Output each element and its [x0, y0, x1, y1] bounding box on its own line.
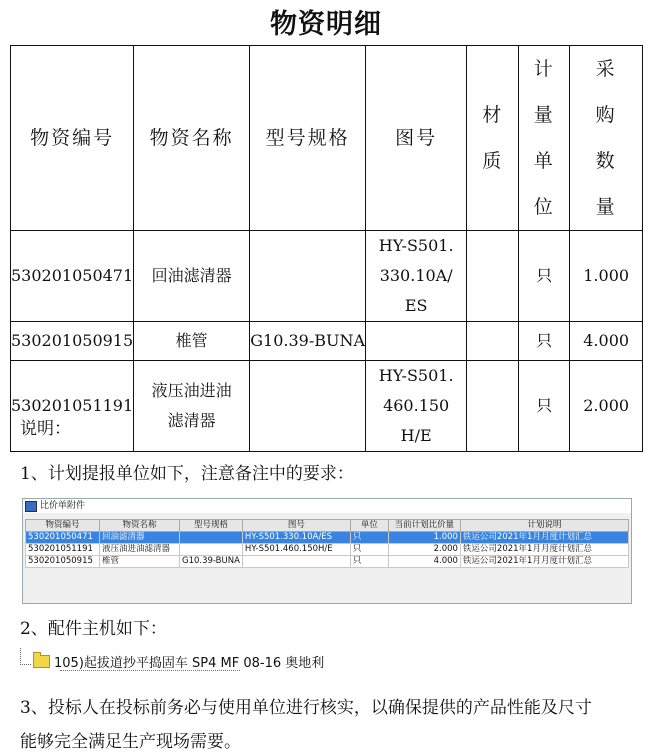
- cell-material: [467, 231, 519, 322]
- attachment-grid: [25, 519, 629, 568]
- grid-cell-code[interactable]: 530201050915: [26, 556, 100, 568]
- cell-code: 530201051191: [11, 361, 134, 452]
- grid-cell-qty[interactable]: 4.000: [388, 556, 460, 568]
- header-qty: 采购数量: [595, 58, 617, 218]
- header-name: 物资名称: [134, 46, 250, 231]
- grid-col-name[interactable]: 物资名称: [100, 520, 180, 532]
- cell-material: [467, 322, 519, 361]
- table-header-row: [11, 46, 643, 231]
- grid-col-note[interactable]: 计划说明: [460, 520, 628, 532]
- note-item-3-line-1: 3、投标人在投标前务必与使用单位进行核实，以确保提供的产品性能及尺寸: [20, 698, 592, 718]
- grid-cell-name[interactable]: 液压油进油滤清器: [100, 544, 180, 556]
- grid-row[interactable]: [26, 532, 629, 544]
- cell-unit: 只: [519, 231, 570, 322]
- cell-name: 椎管: [134, 322, 250, 361]
- grid-cell-model[interactable]: G10.39-BUNA: [180, 556, 243, 568]
- header-unit: 计量单位: [533, 58, 555, 218]
- materials-table: [10, 45, 643, 452]
- cell-model: [250, 231, 366, 322]
- grid-cell-unit[interactable]: 只: [350, 532, 388, 544]
- tree-node[interactable]: [20, 652, 324, 671]
- grid-col-unit[interactable]: 单位: [350, 520, 388, 532]
- grid-col-drawing[interactable]: 图号: [242, 520, 350, 532]
- grid-col-qty[interactable]: 当前计划比价量: [388, 520, 460, 532]
- tree-node-label[interactable]: 105)起拔道抄平捣固车 SP4 MF 08-16 奥地利: [54, 656, 325, 671]
- page-title: 物资明细: [270, 9, 382, 40]
- cell-qty: 4.000: [570, 322, 643, 361]
- cell-name: 回油滤清器: [134, 231, 250, 322]
- grid-cell-qty[interactable]: 2.000: [388, 544, 460, 556]
- cell-name: 液压油进油滤清器: [134, 361, 250, 452]
- grid-cell-name[interactable]: 回油滤清器: [100, 532, 180, 544]
- header-material: 材质: [482, 104, 504, 172]
- grid-cell-note[interactable]: 铁运公司2021年1月月度计划汇总: [460, 556, 628, 568]
- cell-qty: 2.000: [570, 361, 643, 452]
- cell-drawing: [366, 322, 467, 361]
- grid-row[interactable]: [26, 544, 629, 556]
- cell-unit: 只: [519, 361, 570, 452]
- grid-cell-model[interactable]: [180, 532, 243, 544]
- grid-cell-drawing[interactable]: HY-S501.330.10A/ES: [242, 532, 350, 544]
- header-code: 物资编号: [11, 46, 134, 231]
- grid-cell-code[interactable]: 530201050471: [26, 532, 100, 544]
- note-item-2: 2、配件主机如下：: [20, 619, 167, 639]
- window-titlebar: [23, 499, 631, 513]
- cell-material: [467, 361, 519, 452]
- cell-drawing: HY-S501.460.150H/E: [366, 361, 467, 452]
- folder-icon: [33, 655, 50, 668]
- window-title: 比价单附件: [40, 501, 86, 511]
- cell-unit: 只: [519, 322, 570, 361]
- grid-col-model[interactable]: 型号规格: [180, 520, 243, 532]
- grid-row[interactable]: [26, 556, 629, 568]
- notes-heading: 说明：: [20, 419, 71, 439]
- grid-header-row: [26, 520, 629, 532]
- attachment-window: [22, 498, 632, 604]
- grid-cell-note[interactable]: 铁运公司2021年1月月度计划汇总: [460, 532, 628, 544]
- grid-cell-code[interactable]: 530201051191: [26, 544, 100, 556]
- grid-cell-qty[interactable]: 1.000: [388, 532, 460, 544]
- grid-cell-note[interactable]: 铁运公司2021年1月月度计划汇总: [460, 544, 628, 556]
- table-row: [11, 322, 643, 361]
- cell-drawing: HY-S501.330.10A/ES: [366, 231, 467, 322]
- table-row: [11, 231, 643, 322]
- grid-cell-drawing[interactable]: HY-S501.460.150H/E: [242, 544, 350, 556]
- cell-model: G10.39-BUNA: [250, 322, 366, 361]
- note-item-3-line-2: 能够完全满足生产现场需要。: [20, 732, 241, 752]
- tree-connector: [20, 648, 31, 665]
- grid-cell-drawing[interactable]: [242, 556, 350, 568]
- cell-qty: 1.000: [570, 231, 643, 322]
- cell-model: [250, 361, 366, 452]
- cell-code: 530201050915: [11, 322, 134, 361]
- header-model: 型号规格: [250, 46, 366, 231]
- grid-cell-name[interactable]: 椎管: [100, 556, 180, 568]
- tree-divider: [60, 670, 240, 674]
- grid-cell-unit[interactable]: 只: [350, 544, 388, 556]
- grid-cell-model[interactable]: [180, 544, 243, 556]
- note-item-1: 1、计划提报单位如下，注意备注中的要求：: [20, 464, 354, 484]
- grid-cell-unit[interactable]: 只: [350, 556, 388, 568]
- cell-code: 530201050471: [11, 231, 134, 322]
- table-row: [11, 361, 643, 452]
- grid-col-code[interactable]: 物资编号: [26, 520, 100, 532]
- window-app-icon: [25, 501, 37, 512]
- header-drawing: 图号: [366, 46, 467, 231]
